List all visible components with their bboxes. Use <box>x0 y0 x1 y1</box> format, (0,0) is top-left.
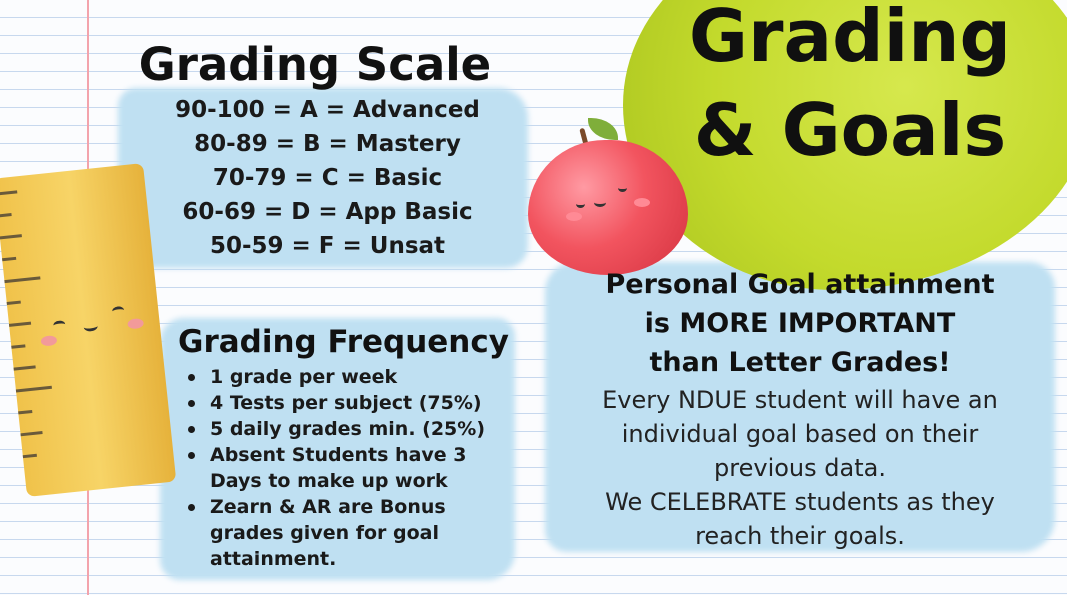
goal-body-line: reach their goals. <box>695 522 905 550</box>
frequency-item-text: 4 Tests per subject (75%) <box>210 392 482 414</box>
title-line-2: & Goals <box>693 88 1007 172</box>
bullet-icon <box>188 504 195 511</box>
page-title <box>640 0 1060 172</box>
personal-goal-body <box>555 383 1045 553</box>
goal-heading-line: Personal Goal attainment <box>605 269 995 300</box>
apple-leaf-icon <box>588 118 618 140</box>
bullet-icon <box>188 400 195 407</box>
goal-body-line: individual goal based on their <box>621 420 979 448</box>
goal-heading-line: than Letter Grades! <box>649 347 951 378</box>
title-line-1: Grading <box>688 0 1012 78</box>
scale-item: 70-79 = C = Basic <box>212 165 443 191</box>
grading-frequency-list <box>180 364 500 572</box>
frequency-item <box>180 494 500 572</box>
frequency-item <box>180 416 500 442</box>
frequency-item <box>180 442 500 494</box>
frequency-item-text: 5 daily grades min. (25%) <box>210 418 485 440</box>
scale-item: 50-59 = F = Unsat <box>209 233 446 259</box>
frequency-item <box>180 390 500 416</box>
scale-item: 60-69 = D = App Basic <box>182 199 473 225</box>
bullet-icon <box>188 374 195 381</box>
scale-item: 90-100 = A = Advanced <box>175 97 480 123</box>
goal-body-line: Every NDUE student will have an <box>602 386 998 414</box>
grading-frequency-heading: Grading Frequency <box>178 324 509 360</box>
personal-goal-heading <box>560 265 1040 382</box>
grading-scale-list <box>130 93 525 263</box>
frequency-item <box>180 364 500 390</box>
bullet-icon <box>188 452 195 459</box>
goal-body-line: We CELEBRATE students as they <box>605 488 995 516</box>
frequency-item-text: 1 grade per week <box>210 366 398 388</box>
scale-item: 80-89 = B = Mastery <box>194 131 461 157</box>
grading-scale-heading: Grading Scale <box>138 38 492 91</box>
frequency-item-text: Absent Students have 3 Days to make up work <box>210 444 467 492</box>
bullet-icon <box>188 426 195 433</box>
frequency-item-text: Zearn & AR are Bonus grades given for goal attainment. <box>210 496 446 570</box>
goal-heading-line: is MORE IMPORTANT <box>644 308 956 339</box>
goal-body-line: previous data. <box>714 454 886 482</box>
